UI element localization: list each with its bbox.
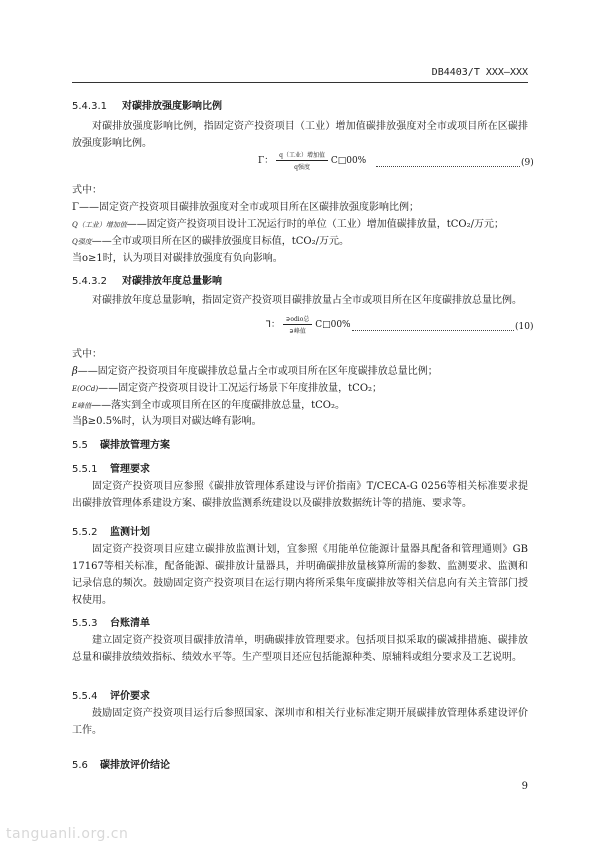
section-5-5-2-heading bbox=[72, 523, 150, 538]
section-5-5-2-paragraph: 固定资产投资项目应建立碳排放监测计划，宜参照《用能单位能源计量器具配备和管理通则》GB 17167等相关标准，配备能源、碳排放计量器具，并明确碳排放量核算所需的参数、监测要求、监测和记录信息的频次。鼓励固定资产投资项目在运行期内将所采集年度碳排放等相关信息向有关主管部门授权使用。 bbox=[72, 544, 528, 606]
definition-e-peak bbox=[72, 399, 345, 413]
formula-denominator: q强度 bbox=[294, 164, 310, 171]
section-5-4-3-1-paragraph: 对碳排放强度影响比例，指固定资产投资项目（工业）增加值碳排放强度对全市或项目所在区碳排放强度影响比例。 bbox=[72, 121, 528, 149]
symbol: β bbox=[72, 366, 78, 377]
section-number: 5.6 bbox=[72, 760, 88, 771]
section-title: 台账清单 bbox=[110, 618, 150, 629]
section-title: 管理要求 bbox=[110, 464, 150, 475]
formula-fraction bbox=[283, 314, 312, 335]
formula-tail: Ⅽ□00% bbox=[330, 156, 367, 166]
section-5-5-4-heading bbox=[72, 687, 150, 702]
definition-text: ——全市或项目所在区的碳排放强度目标值，tCO₂/万元。 bbox=[91, 236, 349, 247]
symbol: Q（工业）增加值 bbox=[72, 221, 127, 229]
section-number: 5.5.2 bbox=[72, 527, 98, 538]
formula-leader-dots bbox=[352, 330, 514, 331]
formula-lhs: ⅂： bbox=[266, 320, 281, 330]
definition-q-industry bbox=[72, 218, 504, 232]
definition-e-ocd bbox=[72, 382, 382, 396]
definition-text: ——落实到全市或项目所在区的年度碳排放总量，tCO₂。 bbox=[91, 400, 346, 411]
definition-beta bbox=[72, 365, 438, 379]
formula-tail: Ⅽ□00% bbox=[315, 320, 351, 330]
symbol: E(OCd) bbox=[72, 385, 99, 393]
equation-number-9: (9) bbox=[521, 158, 534, 168]
section-number: 5.4.3.1 bbox=[72, 101, 107, 112]
header-rule bbox=[72, 82, 528, 83]
formula-10 bbox=[266, 314, 351, 335]
header-doc-code: DB4403/T XXX—XXX bbox=[431, 67, 528, 78]
section-title: 监测计划 bbox=[110, 527, 150, 538]
section-5-5-1-paragraph: 固定资产投资项目应参照《碳排放管理体系建设与评价指南》T/CECA-G 0256等相关标准要求提出碳排放管理体系建设方案、碳排放监测系统建设以及碳排放数据统计等的措施、要求等。 bbox=[72, 481, 528, 509]
definition-q-intensity bbox=[72, 235, 349, 249]
where-label: 式中： bbox=[72, 349, 102, 360]
section-title: 碳排放评价结论 bbox=[100, 760, 170, 771]
section-5-5-3-heading bbox=[72, 614, 150, 629]
section-5-4-3-2-heading bbox=[72, 272, 222, 287]
section-title: 对碳排放强度影响比例 bbox=[122, 101, 222, 112]
section-5-6-heading bbox=[72, 756, 170, 771]
where-label: 式中： bbox=[72, 185, 102, 196]
symbol: E峰值 bbox=[72, 402, 92, 410]
section-number: 5.5.4 bbox=[72, 691, 98, 702]
formula-numerator: ∋odio总 bbox=[283, 314, 312, 325]
section-5-5-3-paragraph: 建立固定资产投资项目碳排放清单，明确碳排放管理要求。包括项目拟采取的碳减排措施、碳排放总量和碳排放绩效指标、绩效水平等。生产型项目还应包括能源种类、原辅料或组分要求及工艺说明。 bbox=[72, 635, 528, 663]
section-5-5-4-paragraph: 鼓励固定资产投资项目运行后参照国家、深圳市和相关行业标准定期开展碳排放管理体系建设评价工作。 bbox=[72, 708, 528, 736]
definition-text: ——固定资产投资项目年度碳排放总量占全市或项目所在区年度碳排放总量比例； bbox=[77, 366, 438, 377]
formula-numerator: q（工业）增加值 bbox=[276, 150, 328, 161]
definition-gamma: Γ——固定资产投资项目碳排放强度对全市或项目所在区碳排放强度影响比例； bbox=[72, 202, 419, 213]
section-number: 5.5.3 bbox=[72, 618, 98, 629]
formula-fraction bbox=[276, 150, 328, 171]
section-number: 5.4.3.2 bbox=[72, 276, 107, 287]
watermark: tanguanli.org.cn bbox=[6, 826, 129, 842]
section-5-4-3-1-heading bbox=[72, 97, 222, 112]
section-5-5-heading bbox=[72, 436, 170, 451]
section-number: 5.5 bbox=[72, 440, 88, 451]
formula-9 bbox=[258, 150, 366, 171]
section-title: 评价要求 bbox=[110, 691, 150, 702]
symbol: Q强度 bbox=[72, 238, 92, 246]
formula-denominator: ∋峰值 bbox=[289, 328, 306, 335]
section-title: 碳排放管理方案 bbox=[100, 440, 170, 451]
formula-leader-dots bbox=[376, 166, 520, 167]
section-5-4-3-2-note: 当β≥0.5%时，认为项目对碳达峰有影响。 bbox=[72, 416, 262, 427]
section-number: 5.5.1 bbox=[72, 464, 98, 475]
section-5-5-1-heading bbox=[72, 460, 150, 475]
section-5-4-3-2-paragraph: 对碳排放年度总量影响，指固定资产投资项目碳排放量占全市或项目所在区年度碳排放总量比例。 bbox=[92, 295, 522, 306]
section-title: 对碳排放年度总量影响 bbox=[122, 276, 222, 287]
page-number: 9 bbox=[521, 781, 528, 792]
section-5-4-3-1-note: 当ο≥1时，认为项目对碳排放强度有负向影响。 bbox=[72, 253, 283, 264]
definition-text: ——固定资产投资项目设计工况运行场景下年度排放量，tCO₂； bbox=[98, 383, 383, 394]
equation-number-10: (10) bbox=[515, 322, 534, 332]
formula-lhs: Γ： bbox=[258, 156, 274, 166]
definition-text: ——固定资产投资项目设计工况运行时的单位（工业）增加值碳排放量，tCO₂/万元； bbox=[126, 219, 504, 230]
